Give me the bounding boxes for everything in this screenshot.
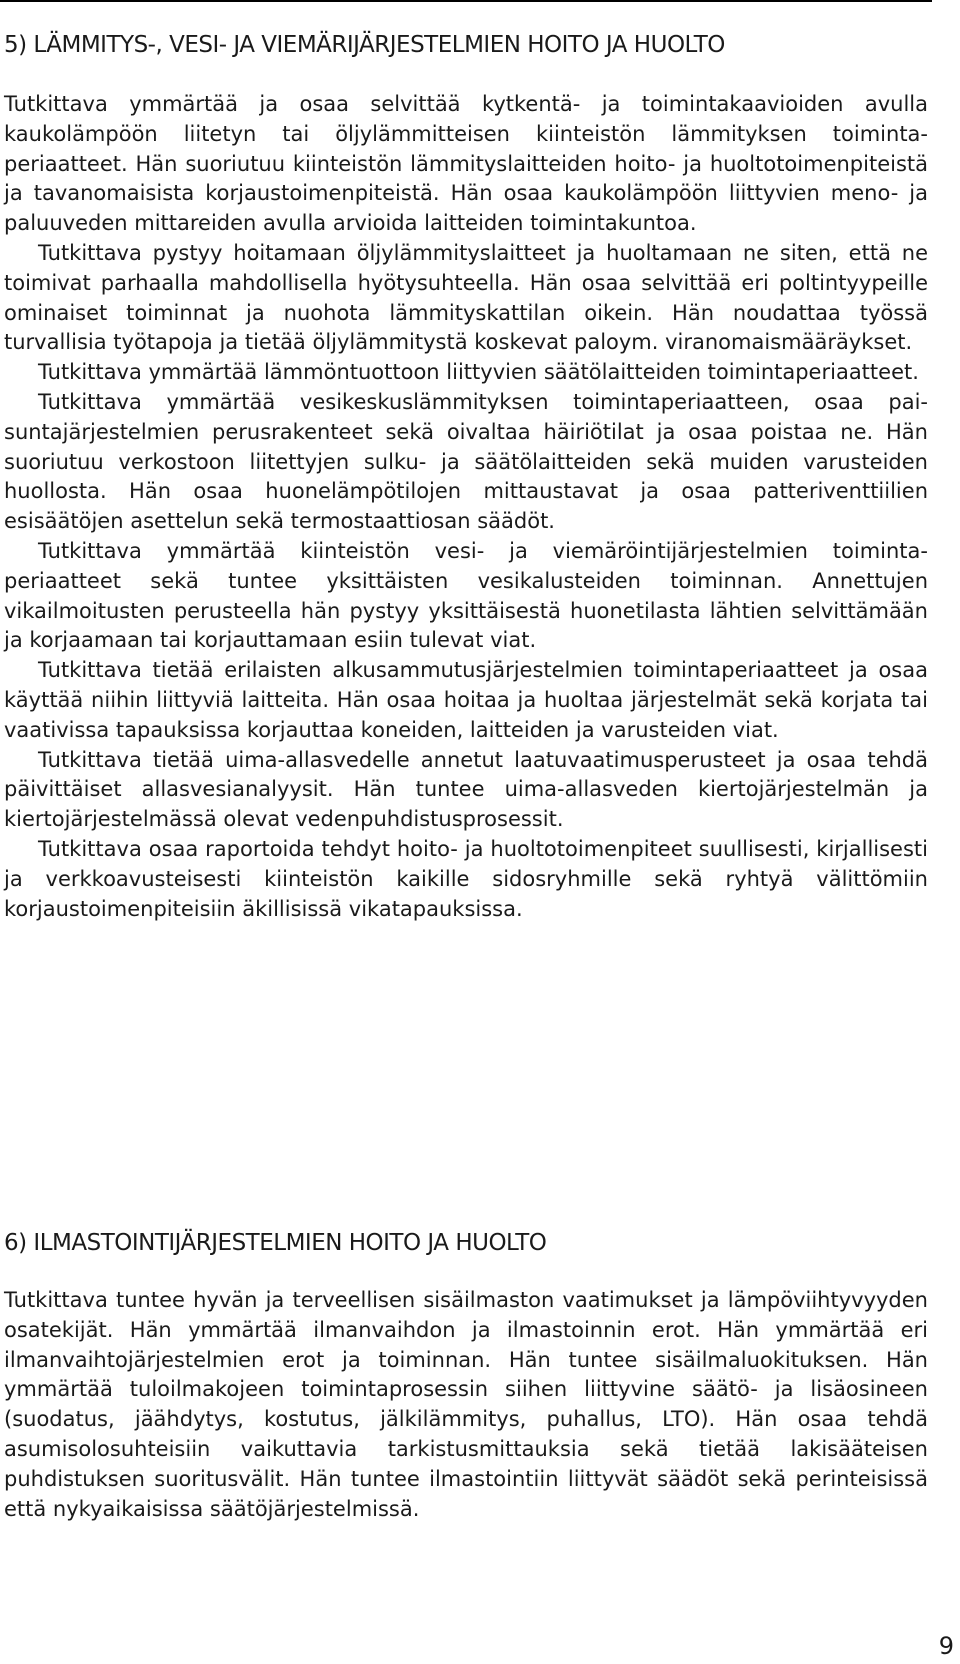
paragraph: Tutkittava tuntee hyvän ja terveellisen sisäilmaston vaatimukset ja lämpöviihtyvyyden osatekijät. Hän ymmärtää ilmanvaihdon ja ilmastoinnin erot. Hän ymmärtää eri ilmanvaihtojärjestelmien erot ja toiminnan. Hän tuntee sisäilmaluokituksen. Hän ymmärtää tuloilmakojeen toimintaprosessin siihen liittyvine säätö- ja lisäosineen (suodatus, jäähdytys, kostutus, jälkilämmitys, puhallus, LTO). Hän osaa tehdä asumisolosuhteisiin vaikuttavia tarkistusmittauksia sekä tietää lakisääteisen puhdistuksen suoritusvälit. Hän tuntee ilmastointiin liittyvät säädöt sekä perinteisissä että nykyaikaisissa säätöjärjestelmissä.	[4, 1288, 928, 1521]
paragraph: Tutkittava tietää uima-allasvedelle annetut laatuvaatimusperusteet ja osaa tehdä päivittäiset allasvesianalyysit. Hän tuntee uima-allasveden kiertojärjestelmän ja kiertojärjestelmässä olevat vedenpuhdistusprosessit.	[4, 747, 928, 832]
section-6-heading: 6) ILMASTOINTIJÄRJESTELMIEN HOITO JA HUOLTO	[4, 1230, 547, 1256]
paragraph: Tutkittava ymmärtää kiinteistön vesi- ja viemäröintijärjestelmien toimintaperiaatteet sekä tuntee yksittäisten vesikalusteiden toiminnan. Annettujen vikailmoitusten perusteella hän pystyy yksittäisestä huonetilasta lähtien selvittämään ja korjaamaan tai korjauttamaan esiin tulevat viat.	[4, 538, 928, 653]
top-rule	[0, 0, 932, 2]
paragraph: Tutkittava ymmärtää lämmöntuottoon liittyvien säätölaitteiden toimintaperiaatteet.	[38, 360, 919, 385]
paragraph: Tutkittava ymmärtää vesikeskuslämmityksen toimintaperiaatteen, osaa paisuntajärjestelmien perusrakenteet sekä oivaltaa häiriötilat ja osaa poistaa ne. Hän suoriutuu verkostoon liitettyjen sulku- ja säätölaitteiden sekä muiden varusteiden huollosta. Hän osaa huonelämpötilojen mittaustavat ja osaa patteriventtiilien esisäätöjen asettelun sekä termostaattiosan säädöt.	[4, 389, 928, 534]
section-5-heading: 5) LÄMMITYS-, VESI- JA VIEMÄRIJÄRJESTELMIEN HOITO JA HUOLTO	[4, 32, 725, 58]
section-6-body	[4, 1286, 928, 1524]
section-5-body	[4, 90, 928, 924]
page-number: 9	[938, 1632, 954, 1660]
paragraph: Tutkittava pystyy hoitamaan öljylämmityslaitteet ja huoltamaan ne siten, että ne toimivat parhaalla mahdollisella hyötysuhteella. Hän osaa selvittää eri poltintyypeille ominaiset toiminnat ja nuohota lämmityskattilan oikein. Hän noudattaa työssä turvallisia työtapoja ja tietää öljylämmitystä koskevat paloym. viranomaismääräykset.	[4, 240, 928, 355]
paragraph: Tutkittava ymmärtää ja osaa selvittää kytkentä- ja toimintakaavioiden avulla kaukolämpöön liitetyn tai öljylämmitteisen kiinteistön lämmityksen toimintaperiaatteet. Hän suoriutuu kiinteistön lämmityslaitteiden hoito- ja huoltotoimenpiteistä ja tavanomaisista korjaustoimenpiteistä. Hän osaa kaukolämpöön liittyvien meno- ja paluuveden mittareiden avulla arvioida laitteiden toimintakuntoa.	[4, 92, 928, 236]
paragraph: Tutkittava osaa raportoida tehdyt hoito- ja huoltotoimenpiteet suullisesti, kirjallisesti ja verkkoavusteisesti kiinteistön kaikille sidosryhmille sekä ryhtyä välittömiin korjaustoimenpiteisiin äkillisissä vikatapauksissa.	[4, 836, 928, 921]
paragraph: Tutkittava tietää erilaisten alkusammutusjärjestelmien toimintaperiaatteet ja osaa käyttää niihin liittyviä laitteita. Hän osaa hoitaa ja huoltaa järjestelmät sekä korjata tai vaativissa tapauksissa korjauttaa koneiden, laitteiden ja varusteiden viat.	[4, 658, 928, 742]
